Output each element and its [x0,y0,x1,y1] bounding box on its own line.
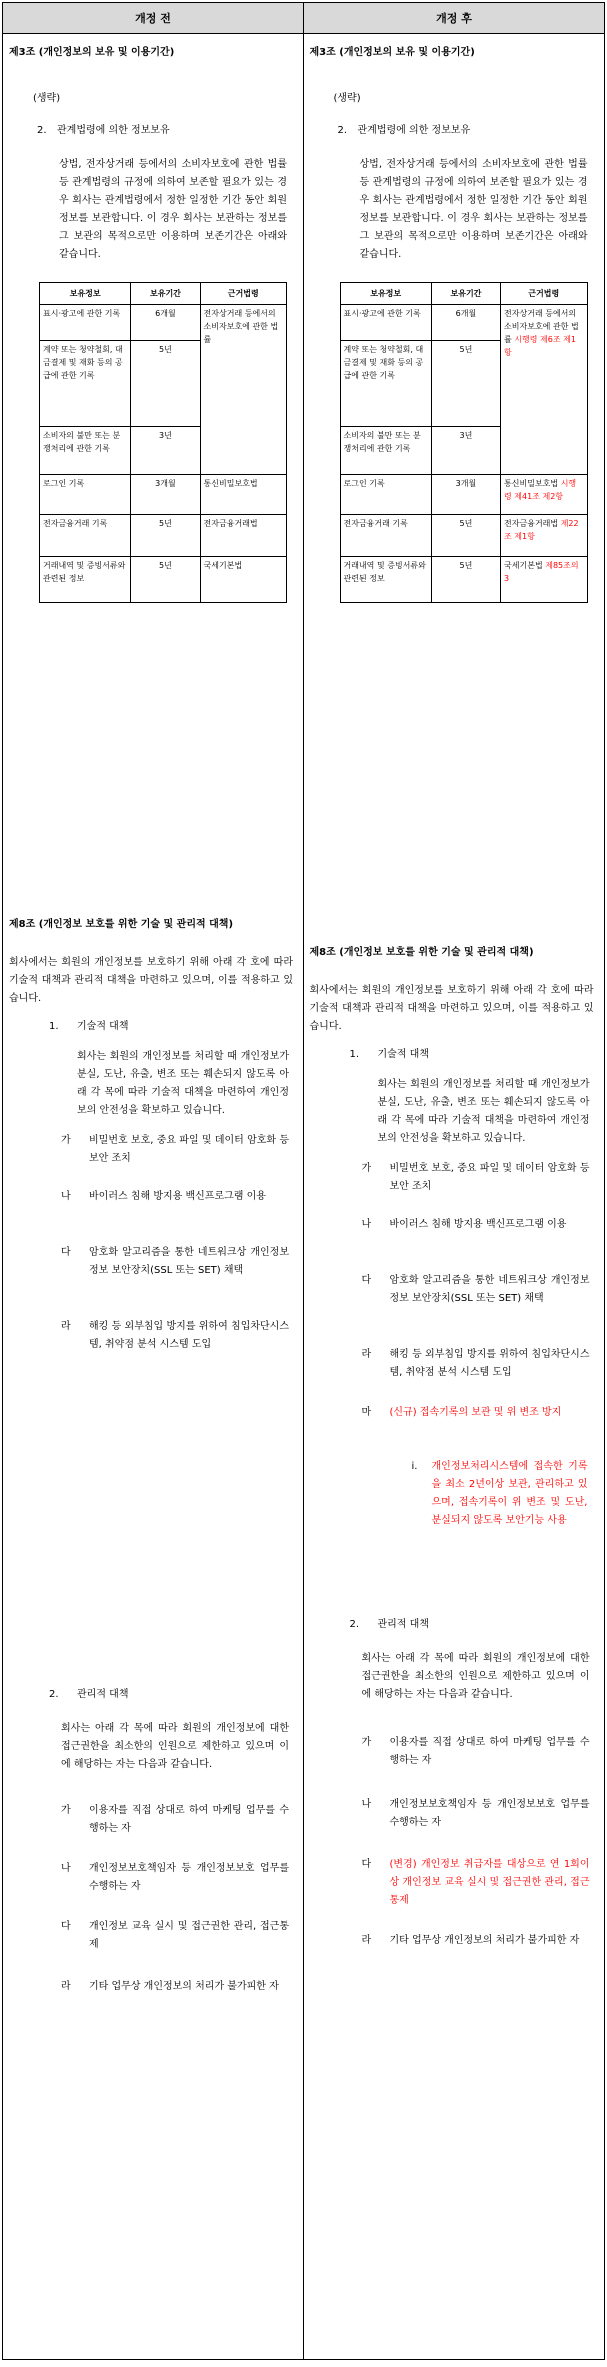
table-cell: 통신비밀보호법 [200,475,286,515]
list-item-new: (신규) 접속기록의 보관 및 위 변조 방지 [389,1407,562,1418]
table-cell: 6개월 [431,305,500,341]
table-cell [501,515,587,557]
list-marker: 라 [361,1349,372,1360]
article3-paragraph: 상법, 전자상거래 등에서의 소비자보호에 관한 법률 등 관계법령의 규정에 의하여 보존할 필요가 있는 경우 회사는 관계법령에서 정한 일정한 기간 동안 회원정보를 보관합니다. 이 경우 회사는 보관하는 정보를 그 보관의 목적으로만 이용하며 보존기간은 아래와 같습니다. [59,159,287,260]
table-cell: 국세기본법 [200,557,286,603]
table-cell: 거래내역 및 증빙서류와 관련된 정보 [40,557,131,603]
table-cell: 전자상거래 등에서의 소비자보호에 관한 법률 [200,305,286,475]
sub-list-marker: i. [411,1461,418,1472]
list-marker: 나 [361,1799,372,1810]
header-after: 개정 후 [436,12,472,25]
list-item: 암호화 알고리즘을 통한 네트워크상 개인정보 정보 보안장치(SSL 또는 SET) 채택 [389,1275,590,1304]
list-item: 기타 업무상 개인정보의 처리가 불가피한 자 [89,1981,279,1992]
column-after [304,34,605,2360]
item-label: 관계법령에 의한 정보보유 [357,125,471,136]
table-cell: 5년 [131,341,200,427]
mgmt-measures-paragraph: 회사는 아래 각 목에 따라 회원의 개인정보에 대한 접근권한을 최소한의 인원으로 제한하고 있으며 이에 해당하는 자는 다음과 같습니다. [61,1723,289,1770]
table-cell: 3개월 [431,475,500,515]
table-cell: 소비자의 불만 또는 분쟁처리에 관한 기록 [340,427,431,475]
table-cell: 5년 [131,515,200,557]
table-cell: 3개월 [131,475,200,515]
list-item-changed: (변경) 개인정보 취급자를 대상으로 연 1회이상 개인정보 교육 실시 및 접근권한 관리, 접근통제 [389,1859,590,1906]
item-number: 2. [37,125,47,136]
law-article-added: 제22조 제1항 [504,519,579,541]
list-marker: 가 [61,1805,71,1816]
table-header [3,3,604,34]
list-marker: 나 [61,1863,71,1874]
list-item: 바이러스 침해 방지용 백신프로그램 이용 [389,1219,567,1230]
table-cell: 5년 [431,557,500,603]
retention-table [340,282,588,603]
table-cell [501,305,587,475]
table-cell: 3년 [131,427,200,475]
list-marker: 다 [361,1859,372,1870]
mgmt-measures-label: 관리적 대책 [77,1689,129,1700]
list-item: 암호화 알고리즘을 통한 네트워크상 개인정보 정보 보안장치(SSL 또는 SET) 채택 [89,1247,289,1276]
list-item: 개인정보 교육 실시 및 접근권한 관리, 접근통제 [89,1921,289,1950]
tech-measures-label: 기술적 대책 [77,1021,129,1032]
article8-intro: 회사에서는 회원의 개인정보를 보호하기 위해 아래 각 호에 따라 기술적 대책과 관리적 대책을 마련하고 있으며, 이를 적용하고 있습니다. [309,985,594,1032]
list-item: 기타 업무상 개인정보의 처리가 불가피한 자 [389,1935,580,1946]
list-item: 해킹 등 외부침입 방지를 위하여 침입차단시스템, 취약점 분석 시스템 도입 [89,1321,289,1350]
table-cell: 5년 [431,515,500,557]
tech-measures-paragraph: 회사는 회원의 개인정보를 처리할 때 개인정보가 분실, 도난, 유출, 변조 또는 훼손되지 않도록 아래 각 목에 따라 기술적 대책을 마련하여 개인정보의 안전성을 확보하고 있습니다. [377,1079,590,1144]
law-article-added: 제85조의 3 [504,561,579,583]
mgmt-measures-label: 관리적 대책 [377,1619,429,1630]
table-cell: 전자금융거래 기록 [340,515,431,557]
item-label: 관계법령에 의한 정보보유 [57,125,170,136]
table-cell [501,557,587,603]
list-marker: 가 [361,1163,372,1174]
law-name: 국세기본법 [504,561,543,570]
law-name: 전자상거래 등에서의 소비자보호에 관한 법률 [504,309,579,344]
table-cell: 소비자의 불만 또는 분쟁처리에 관한 기록 [40,427,131,475]
list-marker: 가 [61,1135,71,1146]
table-header-cell: 근거법령 [501,283,587,305]
list-item: 바이러스 침해 방지용 백신프로그램 이용 [89,1191,266,1202]
item-number: 1. [49,1021,59,1032]
table-cell: 계약 또는 청약철회, 대금결제 및 재화 등의 공급에 관한 기록 [340,341,431,427]
table-header-cell: 보유정보 [340,283,431,305]
list-item: 이용자를 직접 상대로 하여 마케팅 업무를 수행하는 자 [389,1737,590,1766]
list-item: 해킹 등 외부침입 방지를 위하여 침입차단시스템, 취약점 분석 시스템 도입 [389,1349,590,1378]
item-number: 2. [349,1619,360,1630]
article8-title: 제8조 (개인정보 보호를 위한 기술 및 관리적 대책) [9,919,234,930]
article3-title: 제3조 (개인정보의 보유 및 이용기간) [9,47,175,58]
table-header-cell: 근거법령 [200,283,286,305]
article8-intro: 회사에서는 회원의 개인정보를 보호하기 위해 아래 각 호에 따라 기술적 대책과 관리적 대책을 마련하고 있으며, 이를 적용하고 있습니다. [9,957,293,1004]
item-number: 1. [349,1049,360,1060]
omitted-note: (생략) [333,93,361,104]
law-name: 통신비밀보호법 [504,479,559,488]
table-cell: 거래내역 및 증빙서류와 관련된 정보 [340,557,431,603]
table-cell: 3년 [431,427,500,475]
list-marker: 라 [61,1321,71,1332]
article8-title: 제8조 (개인정보 보호를 위한 기술 및 관리적 대책) [309,947,534,958]
omitted-note: (생략) [33,93,61,104]
header-before: 개정 전 [3,3,304,33]
table-header-cell: 보유정보 [40,283,131,305]
table-cell: 전자금융거래법 [200,515,286,557]
list-marker: 다 [361,1275,372,1286]
table-header-cell: 보유기간 [131,283,200,305]
law-article-added: 시행령 제41조 제2항 [504,479,577,501]
list-marker: 마 [361,1407,372,1418]
retention-table [39,282,287,603]
table-cell: 로그인 기록 [340,475,431,515]
table-cell: 표시·광고에 관한 기록 [40,305,131,341]
table-cell: 로그인 기록 [40,475,131,515]
list-item: 비밀번호 보호, 중요 파일 및 데이터 암호화 등 보안 조치 [389,1163,590,1192]
table-cell: 계약 또는 청약철회, 대금결제 및 재화 등의 공급에 관한 기록 [40,341,131,427]
item-number: 2. [49,1689,59,1700]
table-cell: 5년 [131,557,200,603]
column-before [3,34,304,2360]
list-marker: 라 [361,1935,372,1946]
law-name: 전자금융거래법 [504,519,559,528]
law-article-added: 시행령 제6조 제1항 [504,335,576,357]
tech-measures-paragraph: 회사는 회원의 개인정보를 처리할 때 개인정보가 분실, 도난, 유출, 변조 또는 훼손되지 않도록 아래 각 목에 따라 기술적 대책을 마련하여 개인정보의 안전성을 확보하고 있습니다. [77,1051,289,1116]
item-number: 2. [337,125,348,136]
list-marker: 다 [61,1921,71,1932]
list-item: 이용자를 직접 상대로 하여 마케팅 업무를 수행하는 자 [89,1805,289,1834]
list-marker: 다 [61,1247,71,1258]
list-marker: 나 [61,1191,71,1202]
list-item: 개인정보보호책임자 등 개인정보보호 업무를 수행하는 자 [389,1799,590,1828]
list-marker: 라 [61,1981,71,1992]
table-cell: 표시·광고에 관한 기록 [340,305,431,341]
article3-title: 제3조 (개인정보의 보유 및 이용기간) [309,47,475,58]
table-cell [501,475,587,515]
table-cell: 전자금융거래 기록 [40,515,131,557]
list-item: 개인정보보호책임자 등 개인정보보호 업무를 수행하는 자 [89,1863,289,1892]
table-cell: 5년 [431,341,500,427]
list-marker: 가 [361,1737,372,1748]
table-cell: 6개월 [131,305,200,341]
list-item: 비밀번호 보호, 중요 파일 및 데이터 암호화 등 보안 조치 [89,1135,289,1164]
article3-paragraph: 상법, 전자상거래 등에서의 소비자보호에 관한 법률 등 관계법령의 규정에 의하여 보존할 필요가 있는 경우 회사는 관계법령에서 정한 일정한 기간 동안 회원정보를 보관합니다. 이 경우 회사는 보관하는 정보를 그 보관의 목적으로만 이용하며 보존기간은 아래와 같습니다. [359,159,588,260]
table-header-cell: 보유기간 [431,283,500,305]
list-marker: 나 [361,1219,372,1230]
sub-list-item-new: 개인정보처리시스템에 접속한 기록을 최소 2년이상 보관, 관리하고 있으며, 접속기록이 위 변조 및 도난, 분실되지 않도록 보안기능 사용 [431,1461,588,1526]
revision-comparison-table [2,2,605,2360]
tech-measures-label: 기술적 대책 [377,1049,429,1060]
mgmt-measures-paragraph: 회사는 아래 각 목에 따라 회원의 개인정보에 대한 접근권한을 최소한의 인원으로 제한하고 있으며 이에 해당하는 자는 다음과 같습니다. [361,1653,590,1700]
